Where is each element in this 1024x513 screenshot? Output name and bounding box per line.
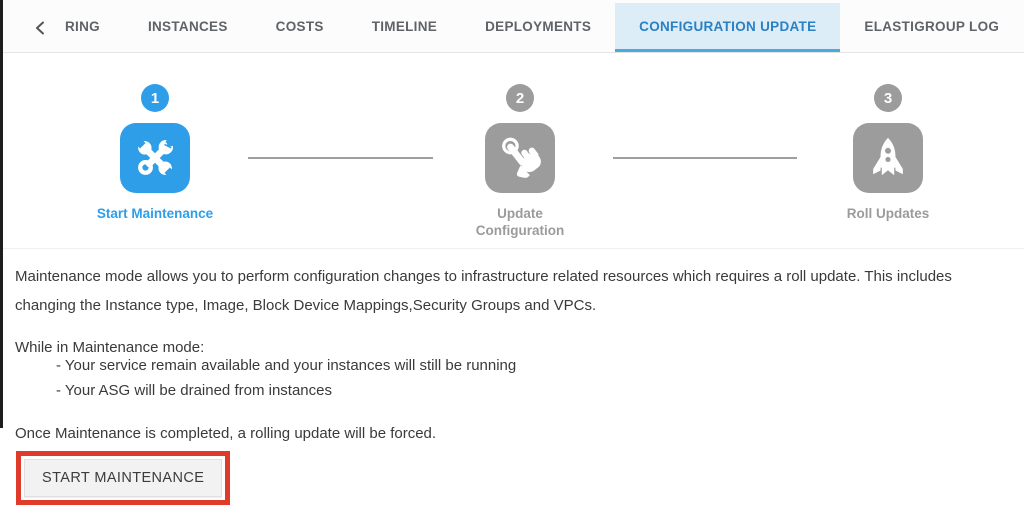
tab-timeline[interactable]: TIMELINE — [371, 18, 438, 34]
step-3-number-badge: 3 — [874, 84, 902, 112]
maintenance-stepper — [0, 54, 1024, 249]
tab-costs[interactable]: COSTS — [275, 18, 324, 34]
start-maintenance-button[interactable]: START MAINTENANCE — [24, 459, 222, 497]
step-2-number-badge: 2 — [506, 84, 534, 112]
maintenance-intro-text: Maintenance mode allows you to perform configuration changes to infrastructure related resources which requires a roll update. This includes changing the Instance type, Image, Block Device Mappings,Security Groups and VPCs. — [15, 268, 952, 314]
step-1-label: Start Maintenance — [96, 206, 214, 221]
step-update-configuration — [445, 84, 595, 239]
annotation-highlight-box — [16, 451, 230, 505]
tab-instances[interactable]: INSTANCES — [147, 18, 228, 34]
while-in-maintenance-text: While in Maintenance mode: — [15, 339, 205, 356]
tab-configuration-update[interactable]: CONFIGURATION UPDATE — [615, 3, 840, 52]
step-roll-updates — [813, 84, 963, 222]
window-left-edge — [0, 0, 3, 428]
maintenance-completed-text: Once Maintenance is completed, a rolling update will be forced. — [15, 425, 437, 442]
maintenance-bullet-1: - Your service remain available and your instances will still be running — [56, 357, 517, 374]
step-start-maintenance — [80, 84, 230, 222]
rocket-icon — [853, 123, 923, 193]
step-3-label: Roll Updates — [846, 206, 930, 221]
tap-icon — [485, 123, 555, 193]
stepper-connector-1 — [248, 157, 433, 159]
step-1-number-badge: 1 — [141, 84, 169, 112]
maintenance-bullet-2: - Your ASG will be drained from instances — [56, 382, 332, 399]
stepper-connector-2 — [613, 157, 797, 159]
tab-bar — [0, 0, 1024, 53]
chevron-left-icon[interactable] — [31, 19, 49, 37]
step-2-label: Update Configuration — [475, 206, 565, 238]
tab-ring[interactable]: RING — [65, 18, 100, 34]
tab-elastigroup-log[interactable]: ELASTIGROUP LOG — [864, 18, 1000, 34]
wrenches-icon — [120, 123, 190, 193]
tab-deployments[interactable]: DEPLOYMENTS — [485, 18, 592, 34]
